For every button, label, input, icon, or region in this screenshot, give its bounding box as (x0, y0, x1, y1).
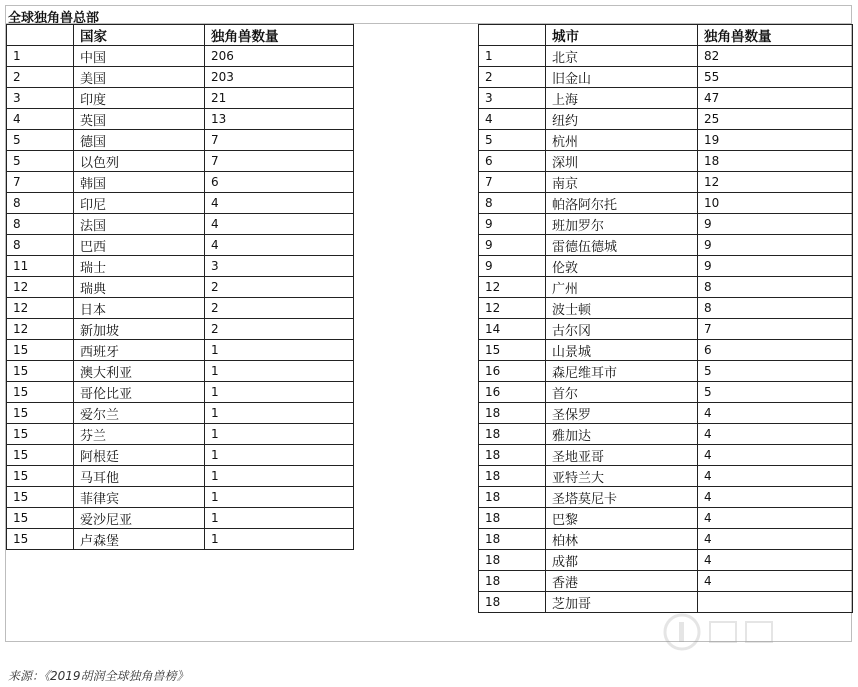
rank-cell: 18 (479, 571, 546, 592)
count-cell: 5 (698, 382, 853, 403)
rank-cell: 15 (479, 340, 546, 361)
city-cell: 上海 (546, 88, 698, 109)
header-city: 城市 (546, 25, 698, 46)
rank-cell: 6 (479, 151, 546, 172)
table-row (479, 67, 853, 88)
table-row (479, 214, 853, 235)
city-cell: 圣地亚哥 (546, 445, 698, 466)
rank-cell: 12 (7, 277, 74, 298)
country-cell: 菲律宾 (74, 487, 205, 508)
table-row (7, 256, 354, 277)
rank-cell: 18 (479, 592, 546, 613)
table-row (479, 508, 853, 529)
country-cell: 西班牙 (74, 340, 205, 361)
rank-cell: 9 (479, 256, 546, 277)
count-cell: 2 (205, 319, 354, 340)
country-cell: 法国 (74, 214, 205, 235)
country-cell: 新加坡 (74, 319, 205, 340)
rank-cell: 9 (479, 235, 546, 256)
rank-cell: 15 (7, 445, 74, 466)
table-row (479, 235, 853, 256)
rank-cell: 18 (479, 403, 546, 424)
count-cell: 18 (698, 151, 853, 172)
country-cell: 爱尔兰 (74, 403, 205, 424)
rank-cell: 8 (7, 214, 74, 235)
city-cell: 香港 (546, 571, 698, 592)
city-cell: 圣塔莫尼卡 (546, 487, 698, 508)
city-cell: 圣保罗 (546, 403, 698, 424)
rank-cell: 18 (479, 529, 546, 550)
table-row (7, 529, 354, 550)
city-cell: 杭州 (546, 130, 698, 151)
rank-cell: 18 (479, 508, 546, 529)
city-cell: 芝加哥 (546, 592, 698, 613)
city-cell: 深圳 (546, 151, 698, 172)
count-cell: 4 (205, 193, 354, 214)
count-cell: 47 (698, 88, 853, 109)
table-row (479, 172, 853, 193)
country-cell: 印尼 (74, 193, 205, 214)
rank-cell: 2 (479, 67, 546, 88)
count-cell: 19 (698, 130, 853, 151)
country-cell: 马耳他 (74, 466, 205, 487)
city-cell: 班加罗尔 (546, 214, 698, 235)
table-row (7, 277, 354, 298)
city-cell: 伦敦 (546, 256, 698, 277)
rank-cell: 15 (7, 529, 74, 550)
rank-cell: 15 (7, 508, 74, 529)
city-cell: 山景城 (546, 340, 698, 361)
count-cell: 7 (205, 130, 354, 151)
count-cell: 1 (205, 424, 354, 445)
count-cell: 4 (698, 550, 853, 571)
country-cell: 德国 (74, 130, 205, 151)
rank-cell: 18 (479, 550, 546, 571)
country-cell: 日本 (74, 298, 205, 319)
table-row (7, 466, 354, 487)
country-table (6, 24, 354, 550)
country-cell: 芬兰 (74, 424, 205, 445)
count-cell: 3 (205, 256, 354, 277)
page-title: 全球独角兽总部 (8, 11, 100, 26)
count-cell: 1 (205, 340, 354, 361)
table-row (7, 445, 354, 466)
table-row (479, 340, 853, 361)
table-row (7, 361, 354, 382)
country-cell: 澳大利亚 (74, 361, 205, 382)
rank-cell: 4 (7, 109, 74, 130)
city-cell: 森尼维耳市 (546, 361, 698, 382)
table-row (7, 235, 354, 256)
rank-cell: 15 (7, 340, 74, 361)
table-row (7, 109, 354, 130)
count-cell: 4 (698, 445, 853, 466)
count-cell: 4 (698, 529, 853, 550)
count-cell: 206 (205, 46, 354, 67)
count-cell: 10 (698, 193, 853, 214)
table-row (479, 571, 853, 592)
table-row (479, 46, 853, 67)
city-cell: 北京 (546, 46, 698, 67)
country-cell: 瑞典 (74, 277, 205, 298)
header-rank (479, 25, 546, 46)
table-row (479, 403, 853, 424)
rank-cell: 15 (7, 424, 74, 445)
header-count: 独角兽数量 (205, 25, 354, 46)
count-cell: 4 (205, 214, 354, 235)
city-cell: 成都 (546, 550, 698, 571)
city-cell: 波士顿 (546, 298, 698, 319)
table-row (479, 88, 853, 109)
rank-cell: 12 (7, 319, 74, 340)
count-cell: 6 (205, 172, 354, 193)
city-table (478, 24, 853, 613)
table-row (7, 508, 354, 529)
rank-cell: 7 (479, 172, 546, 193)
rank-cell: 9 (479, 214, 546, 235)
rank-cell: 15 (7, 487, 74, 508)
country-cell: 哥伦比亚 (74, 382, 205, 403)
rank-cell: 8 (479, 193, 546, 214)
rank-cell: 4 (479, 109, 546, 130)
count-cell: 1 (205, 487, 354, 508)
count-cell: 12 (698, 172, 853, 193)
country-cell: 阿根廷 (74, 445, 205, 466)
table-row (479, 424, 853, 445)
table-row (7, 403, 354, 424)
rank-cell: 15 (7, 382, 74, 403)
table-row (479, 592, 853, 613)
count-cell: 4 (205, 235, 354, 256)
header-rank (7, 25, 74, 46)
rank-cell: 5 (479, 130, 546, 151)
table-row (479, 277, 853, 298)
table-row (479, 130, 853, 151)
table-row (7, 340, 354, 361)
city-cell: 古尔冈 (546, 319, 698, 340)
country-cell: 韩国 (74, 172, 205, 193)
city-cell: 雷德伍德城 (546, 235, 698, 256)
city-cell: 广州 (546, 277, 698, 298)
count-cell: 4 (698, 487, 853, 508)
table-header-row (7, 25, 354, 46)
count-cell: 2 (205, 277, 354, 298)
rank-cell: 2 (7, 67, 74, 88)
rank-cell: 16 (479, 361, 546, 382)
table-row (7, 172, 354, 193)
city-cell: 帕洛阿尔托 (546, 193, 698, 214)
rank-cell: 11 (7, 256, 74, 277)
table-row (7, 298, 354, 319)
count-cell: 13 (205, 109, 354, 130)
count-cell: 1 (205, 382, 354, 403)
count-cell: 7 (205, 151, 354, 172)
table-row (7, 130, 354, 151)
count-cell: 7 (698, 319, 853, 340)
count-cell: 1 (205, 529, 354, 550)
table-row (479, 466, 853, 487)
table-row (479, 256, 853, 277)
count-cell: 4 (698, 571, 853, 592)
country-cell: 巴西 (74, 235, 205, 256)
count-cell: 4 (698, 403, 853, 424)
city-cell: 南京 (546, 172, 698, 193)
table-row (7, 151, 354, 172)
country-cell: 印度 (74, 88, 205, 109)
city-cell: 旧金山 (546, 67, 698, 88)
count-cell: 2 (205, 298, 354, 319)
rank-cell: 16 (479, 382, 546, 403)
count-cell: 4 (698, 424, 853, 445)
count-cell: 1 (205, 466, 354, 487)
count-cell: 1 (205, 508, 354, 529)
count-cell: 1 (205, 445, 354, 466)
count-cell: 8 (698, 277, 853, 298)
country-cell: 以色列 (74, 151, 205, 172)
count-cell: 82 (698, 46, 853, 67)
count-cell: 21 (205, 88, 354, 109)
rank-cell: 12 (7, 298, 74, 319)
count-cell: 6 (698, 340, 853, 361)
city-cell: 纽约 (546, 109, 698, 130)
city-cell: 亚特兰大 (546, 466, 698, 487)
rank-cell: 1 (479, 46, 546, 67)
table-row (479, 382, 853, 403)
table-row (479, 550, 853, 571)
count-cell: 8 (698, 298, 853, 319)
count-cell: 9 (698, 235, 853, 256)
count-cell: 4 (698, 508, 853, 529)
country-cell: 美国 (74, 67, 205, 88)
table-row (7, 424, 354, 445)
count-cell: 4 (698, 466, 853, 487)
table-row (7, 487, 354, 508)
rank-cell: 7 (7, 172, 74, 193)
country-cell: 瑞士 (74, 256, 205, 277)
count-cell: 55 (698, 67, 853, 88)
count-cell: 5 (698, 361, 853, 382)
table-row (479, 487, 853, 508)
header-count: 独角兽数量 (698, 25, 853, 46)
table-row (479, 298, 853, 319)
table-row (479, 445, 853, 466)
city-cell: 柏林 (546, 529, 698, 550)
rank-cell: 3 (7, 88, 74, 109)
rank-cell: 18 (479, 424, 546, 445)
rank-cell: 8 (7, 193, 74, 214)
table-row (479, 151, 853, 172)
watermark-logo-icon (660, 612, 810, 652)
city-cell: 巴黎 (546, 508, 698, 529)
rank-cell: 12 (479, 277, 546, 298)
table-header-row (479, 25, 853, 46)
rank-cell: 18 (479, 466, 546, 487)
table-row (7, 214, 354, 235)
rank-cell: 15 (7, 403, 74, 424)
rank-cell: 12 (479, 298, 546, 319)
table-row (479, 319, 853, 340)
count-cell: 1 (205, 403, 354, 424)
rank-cell: 5 (7, 130, 74, 151)
rank-cell: 3 (479, 88, 546, 109)
count-cell: 203 (205, 67, 354, 88)
count-cell: 9 (698, 214, 853, 235)
city-cell: 雅加达 (546, 424, 698, 445)
rank-cell: 18 (479, 487, 546, 508)
rank-cell: 18 (479, 445, 546, 466)
table-row (7, 46, 354, 67)
table-row (479, 361, 853, 382)
header-country: 国家 (74, 25, 205, 46)
table-row (7, 193, 354, 214)
table-row (7, 382, 354, 403)
table-row (479, 193, 853, 214)
rank-cell: 15 (7, 361, 74, 382)
source-note: 来源：《2019胡润全球独角兽榜》 (8, 669, 189, 683)
count-cell: 1 (205, 361, 354, 382)
rank-cell: 14 (479, 319, 546, 340)
table-row (479, 529, 853, 550)
country-cell: 英国 (74, 109, 205, 130)
country-cell: 卢森堡 (74, 529, 205, 550)
country-cell: 爱沙尼亚 (74, 508, 205, 529)
country-cell: 中国 (74, 46, 205, 67)
table-row (7, 319, 354, 340)
rank-cell: 15 (7, 466, 74, 487)
rank-cell: 8 (7, 235, 74, 256)
rank-cell: 1 (7, 46, 74, 67)
count-cell: 25 (698, 109, 853, 130)
count-cell: 9 (698, 256, 853, 277)
rank-cell: 5 (7, 151, 74, 172)
table-row (479, 109, 853, 130)
table-row (7, 67, 354, 88)
city-cell: 首尔 (546, 382, 698, 403)
table-row (7, 88, 354, 109)
count-cell (698, 592, 853, 613)
